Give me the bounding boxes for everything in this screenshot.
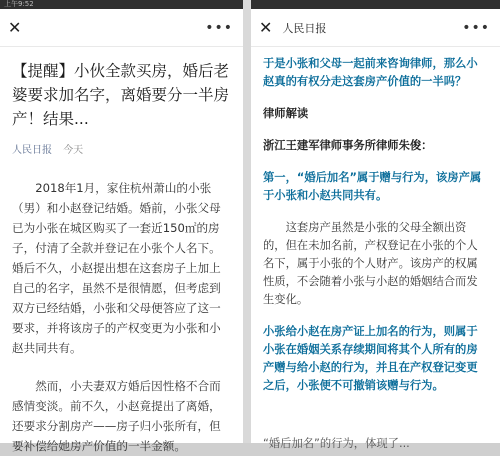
article-paragraph: 这套房产虽然是小张的父母全额出资的，但在未加名前，产权登记在小张的个人名下，属于小张的个人财产。该房产的权属性质，不会随着小张与小赵的婚姻结合而发生变化。 bbox=[263, 221, 478, 306]
article-source-link[interactable]: 人民日报 bbox=[12, 145, 52, 156]
question-text: 于是小张和父母一起前来咨询律师，那么小赵真的有权分走这套房产价值的一半吗？ bbox=[263, 57, 478, 88]
nav-title: 人民日报 bbox=[282, 21, 327, 35]
left-article-panel bbox=[0, 0, 243, 453]
nav-bar bbox=[251, 9, 500, 47]
more-menu-icon[interactable]: ••• bbox=[462, 19, 490, 36]
article-meta bbox=[12, 141, 231, 156]
status-bar bbox=[251, 0, 500, 9]
point-1: 第一，“婚后加名”属于赠与行为，该房产属于小张和小赵共同共有。 bbox=[263, 171, 482, 202]
article-body bbox=[251, 47, 500, 395]
article-time: 今天 bbox=[63, 145, 84, 156]
status-bar bbox=[0, 0, 243, 9]
clipped-text: “婚后加名”的行为，体现了... bbox=[263, 437, 410, 450]
article bbox=[0, 47, 243, 456]
nav-bar bbox=[0, 9, 243, 47]
article-headline: 【提醒】小伙全款买房，婚后老婆要求加名字，离婚要分一半房产！结果... bbox=[12, 62, 230, 128]
article-paragraph: 然而，小夫妻双方婚后因性格不合而感情变淡。前不久，小赵竟提出了离婚，还要求分割房产——房子归小张所有，但要补偿给她房产价值的一半金额。 bbox=[12, 379, 221, 453]
status-time: 上午9:52 bbox=[4, 0, 34, 8]
right-article-panel bbox=[251, 0, 500, 450]
section-heading: 律师解读 bbox=[263, 107, 309, 120]
panel-divider bbox=[243, 0, 251, 443]
point-2: 小张给小赵在房产证上加名的行为，则属于小张在婚姻关系存续期间将其个人所有的房产赠与给小赵的行为，并且在产权登记变更之后，小张便不可撤销该赠与行为。 bbox=[263, 325, 478, 392]
more-menu-icon[interactable]: ••• bbox=[205, 19, 233, 36]
close-icon[interactable]: ✕ bbox=[259, 17, 273, 37]
close-icon[interactable]: ✕ bbox=[8, 17, 22, 37]
lawyer-name: 浙江王建军律师事务所律师朱俊： bbox=[263, 139, 433, 152]
article-body bbox=[12, 178, 231, 456]
article-paragraph: 2018年1月，家住杭州萧山的小张（男）和小赵登记结婚。婚前，小张父母已为小张在城区购买了一套近150㎡的房子，付清了全款并登记在小张个人名下。婚后不久，小赵提出想在这套房子上加上自己的名字，虽然不是很情愿，但考虑到双方已经结婚，小张和父母便答应了这一要求，并将该房子的产权变更为小张和小赵共同共有。 bbox=[12, 181, 221, 355]
